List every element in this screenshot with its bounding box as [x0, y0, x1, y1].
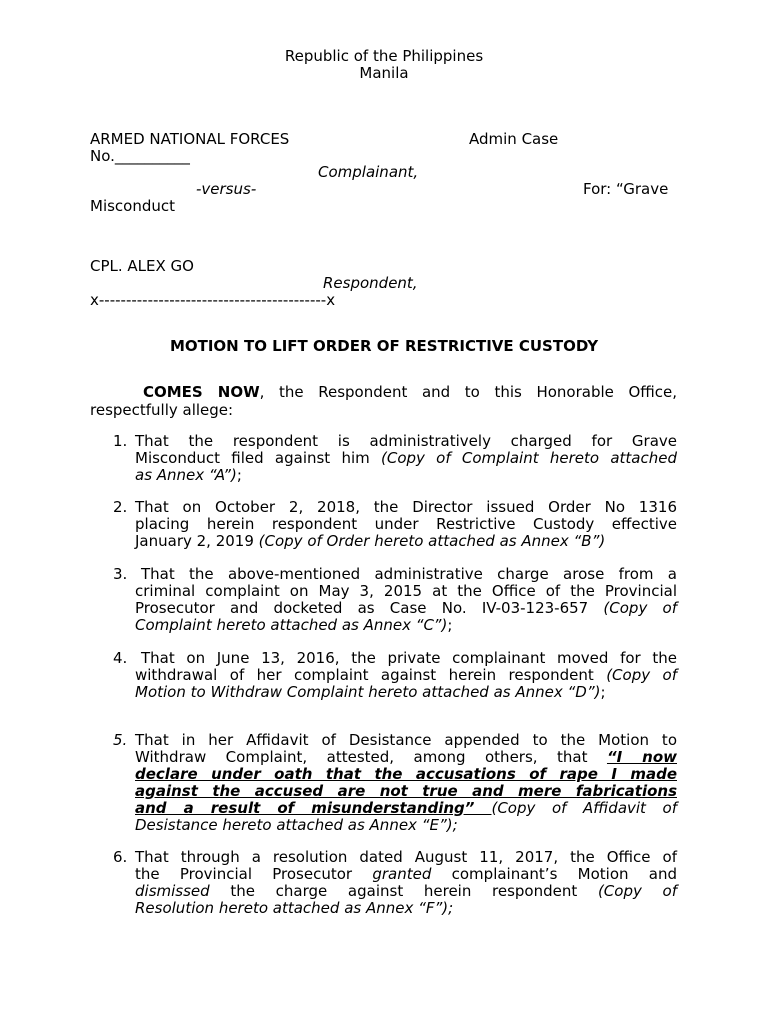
item-3-line-2: criminal complaint on May 3, 2015 at the Office of the Provincial: [135, 582, 677, 600]
item-3-line-1: That the above-mentioned administrative charge arose from a: [141, 565, 677, 583]
item-2-line-2: placing herein respondent under Restrictive Custody effective: [135, 515, 677, 533]
item-1-line-1: That the respondent is administratively charged for Grave: [135, 432, 677, 450]
item-4-number: 4.: [113, 649, 128, 667]
item-2-line-1: That on October 2, 2018, the Director issued Order No 1316: [135, 498, 677, 516]
header-republic: Republic of the Philippines: [284, 47, 484, 65]
respondent-label: Respondent,: [323, 274, 418, 292]
versus-label: -versus-: [196, 180, 257, 198]
item-4-line-2: withdrawal of her complaint against herein respondent (Copy of: [135, 666, 677, 684]
admin-case-label: Admin Case: [469, 130, 559, 148]
header-city: Manila: [359, 64, 409, 82]
item-5-line-2: Withdraw Complaint, attested, among others, that “I now: [135, 748, 677, 766]
item-3-line-4: Complaint hereto attached as Annex “C”);: [135, 616, 453, 634]
caption-divider: x------------------------------------------x: [90, 291, 336, 309]
item-1-number: 1.: [113, 432, 128, 450]
respondent-name: CPL. ALEX GO: [90, 257, 194, 275]
item-5-number: 5.: [113, 731, 128, 749]
item-3-number: 3.: [113, 565, 128, 583]
item-5-line-1: That in her Affidavit of Desistance appended to the Motion to: [135, 731, 677, 749]
item-2-line-3: January 2, 2019 (Copy of Order hereto attached as Annex “B”): [135, 532, 606, 550]
case-for-label: For: “Grave: [583, 180, 669, 198]
item-6-line-3: dismissed the charge against herein respondent (Copy of: [135, 882, 677, 900]
complainant-name: ARMED NATIONAL FORCES: [90, 130, 290, 148]
item-5-line-6: Desistance hereto attached as Annex “E”);: [135, 816, 458, 834]
intro-line-2: respectfully allege:: [90, 401, 234, 419]
item-5-line-3: declare under oath that the accusations of rape I made: [135, 765, 677, 783]
case-for-offense: Misconduct: [90, 197, 176, 215]
item-6-line-2: the Provincial Prosecutor granted complainant’s Motion and: [135, 865, 677, 883]
intro-comes-now: COMES NOW: [143, 383, 260, 401]
item-5-line-5: and a result of misunderstanding” (Copy of Affidavit of: [135, 799, 678, 817]
item-4-line-1: That on June 13, 2016, the private complainant moved for the: [141, 649, 677, 667]
item-4-line-3: Motion to Withdraw Complaint hereto attached as Annex “D”);: [135, 683, 606, 701]
intro-line-1: COMES NOW, the Respondent and to this Honorable Office,: [143, 383, 678, 401]
item-6-line-4: Resolution hereto attached as Annex “F”);: [135, 899, 454, 917]
item-1-line-2: Misconduct filed against him (Copy of Complaint hereto attached: [135, 449, 677, 467]
item-1-line-3: as Annex “A”);: [135, 466, 242, 484]
item-6-line-1: That through a resolution dated August 11, 2017, the Office of: [135, 848, 677, 866]
admin-case-number: No.__________: [90, 147, 190, 165]
item-5-line-4: against the accused are not true and mere fabrications: [135, 782, 677, 800]
item-2-number: 2.: [113, 498, 128, 516]
item-6-number: 6.: [113, 848, 128, 866]
document-title: MOTION TO LIFT ORDER OF RESTRICTIVE CUSTODY: [169, 337, 599, 355]
complainant-label: Complainant,: [318, 163, 419, 181]
item-3-line-3: Prosecutor and docketed as Case No. IV-03-123-657 (Copy of: [135, 599, 677, 617]
